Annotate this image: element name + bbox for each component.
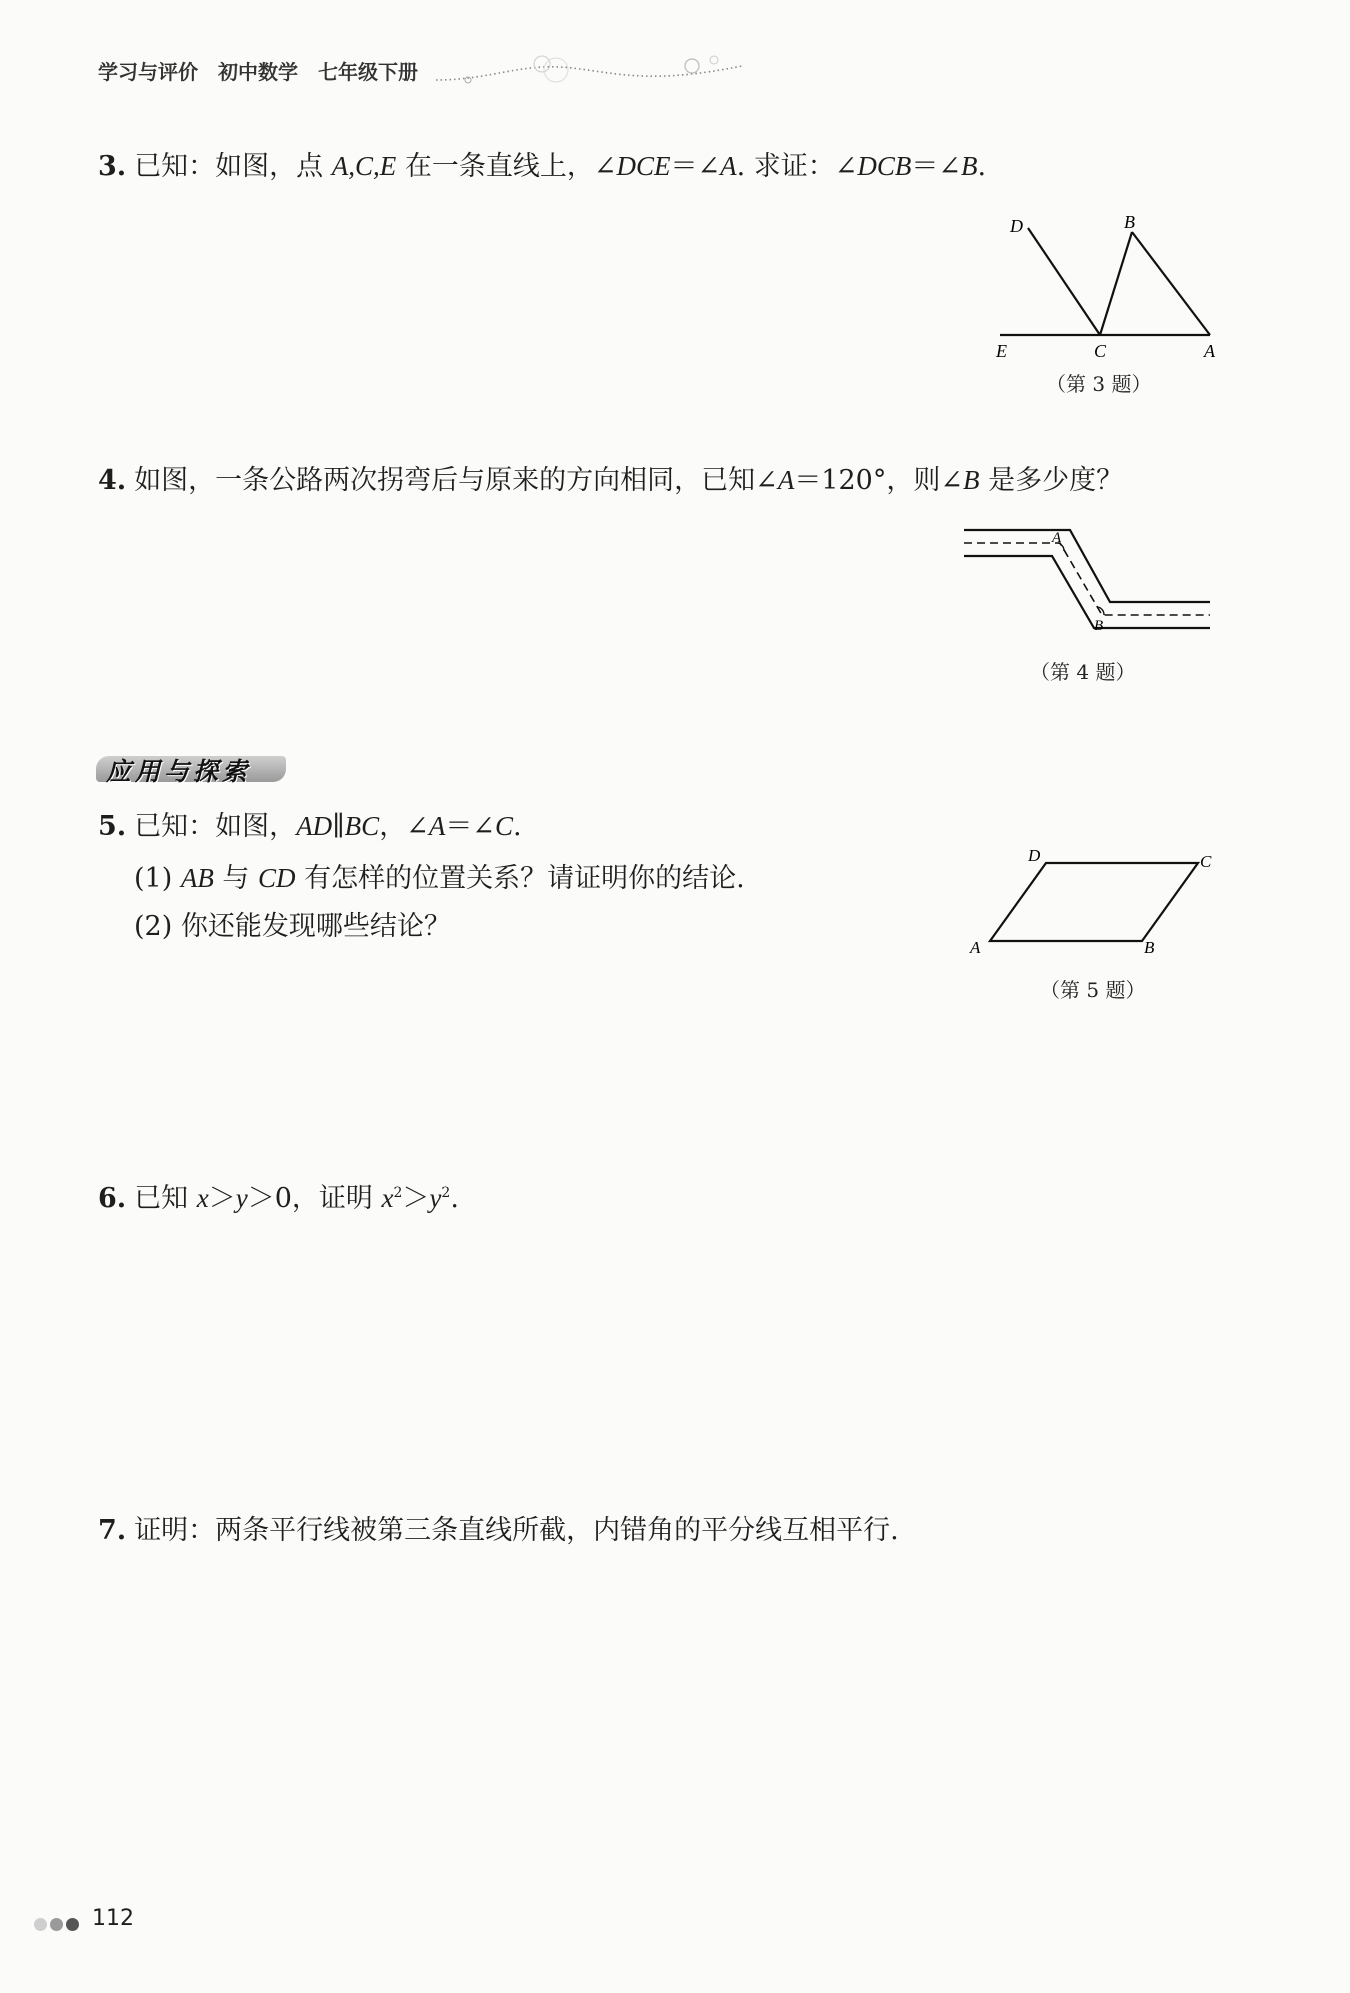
footer-dot [66, 1918, 79, 1931]
q6-variable: x [196, 1183, 209, 1213]
q5-angle: A [428, 811, 446, 841]
label-b: B [1124, 212, 1135, 232]
q5-text: . [512, 811, 522, 842]
question-7 [98, 1512, 899, 1550]
q7-text: 证明：两条平行线被第三条直线所截，内错角的平分线互相平行. [134, 1515, 899, 1546]
figure-q5-parallelogram [966, 845, 1216, 965]
q5-part-label: (1) [134, 863, 181, 894]
q6-text: . [450, 1183, 459, 1214]
q5-segment: AD [296, 811, 333, 841]
q4-angle: B [962, 465, 980, 495]
q4-text: 是多少度？ [979, 465, 1124, 496]
label-d: D [1010, 216, 1023, 236]
road-lower-edge [964, 556, 1210, 628]
q6-text: 已知 [134, 1183, 197, 1214]
label-b: B [1094, 618, 1104, 634]
label-b: B [1144, 938, 1155, 957]
header-dotted-decoration [432, 50, 752, 90]
q5-text: 有怎样的位置关系？请证明你的结论. [295, 863, 745, 894]
q6-text: ＞ [208, 1183, 236, 1214]
q5-segment: AB [180, 863, 214, 893]
figure-caption-q3: （第 3 题） [1046, 372, 1152, 396]
road-center-line [964, 543, 1210, 615]
footer-dot [50, 1918, 63, 1931]
question-number: 3. [98, 151, 127, 182]
q6-text: ＞ [402, 1183, 430, 1214]
label-a: A [970, 938, 981, 957]
q3-text: 已知：如图，点 [134, 151, 332, 182]
q6-exponent: 2 [441, 1185, 451, 1201]
q6-variable: x [381, 1183, 394, 1213]
q4-angle: A [777, 465, 795, 495]
line-ba [1132, 232, 1210, 335]
footer-dot [34, 1918, 47, 1931]
footer-dots [34, 1914, 82, 1933]
header-grade: 七年级下册 [318, 60, 418, 84]
label-a: A [1052, 530, 1062, 546]
q5-angle: C [494, 811, 513, 841]
q4-text: 如图，一条公路两次拐弯后与原来的方向相同，已知∠ [134, 465, 778, 496]
line-cb [1100, 232, 1132, 335]
q3-angle: DCE [616, 151, 671, 181]
label-c: C [1200, 852, 1212, 871]
question-number: 6. [98, 1183, 127, 1214]
line-cd [1028, 228, 1100, 335]
question-number: 5. [98, 811, 127, 842]
q3-points: A,C,E [331, 151, 397, 181]
q5-text: 已知：如图， [134, 811, 297, 842]
q5-parallel-symbol: ∥ [332, 811, 345, 842]
q3-text: ＝∠ [670, 151, 721, 182]
question-5-part-2: (2) 你还能发现哪些结论？ [134, 911, 451, 942]
header-subject: 初中数学 [218, 60, 298, 84]
running-header [98, 56, 418, 85]
q3-angle: A [720, 151, 737, 181]
section-title-text: 应用与探索 [106, 757, 252, 786]
label-d: D [1028, 846, 1041, 865]
question-number: 7. [98, 1515, 127, 1546]
q6-variable: y [429, 1183, 442, 1213]
figure-caption-q5: （第 5 题） [1040, 978, 1146, 1002]
label-e: E [996, 341, 1007, 360]
parallelogram-abcd [990, 863, 1198, 941]
question-5-part-1 [134, 856, 745, 895]
q6-exponent: 2 [393, 1185, 403, 1201]
q4-text: ＝120°，则∠ [794, 465, 963, 496]
q5-segment: BC [344, 811, 380, 841]
page-number: 112 [92, 1906, 134, 1931]
q3-angle: B [961, 151, 978, 181]
question-5 [98, 808, 522, 846]
q3-text: 在一条直线上，∠ [396, 151, 617, 182]
q5-text: ，∠ [379, 811, 429, 842]
question-3 [98, 148, 986, 186]
figure-q4-road [960, 520, 1212, 640]
section-title [96, 752, 286, 786]
q5-text: ＝∠ [445, 811, 495, 842]
label-a: A [1204, 341, 1215, 360]
question-number: 4. [98, 465, 127, 496]
figure-caption-q4: （第 4 题） [1030, 660, 1136, 684]
q5-text: 与 [213, 863, 258, 894]
q6-variable: y [235, 1183, 248, 1213]
question-6 [98, 1180, 459, 1218]
road-upper-edge [964, 530, 1210, 602]
q3-angle: DCB [857, 151, 912, 181]
q6-text: ＞0，证明 [247, 1183, 382, 1214]
q3-text: ＝∠ [911, 151, 962, 182]
question-4 [98, 462, 1123, 500]
label-c: C [1094, 341, 1107, 360]
q5-segment: CD [258, 863, 296, 893]
q3-text: . 求证：∠ [736, 151, 858, 182]
figure-q3 [990, 210, 1230, 360]
header-book: 学习与评价 [98, 60, 198, 84]
q3-text: . [977, 151, 987, 182]
